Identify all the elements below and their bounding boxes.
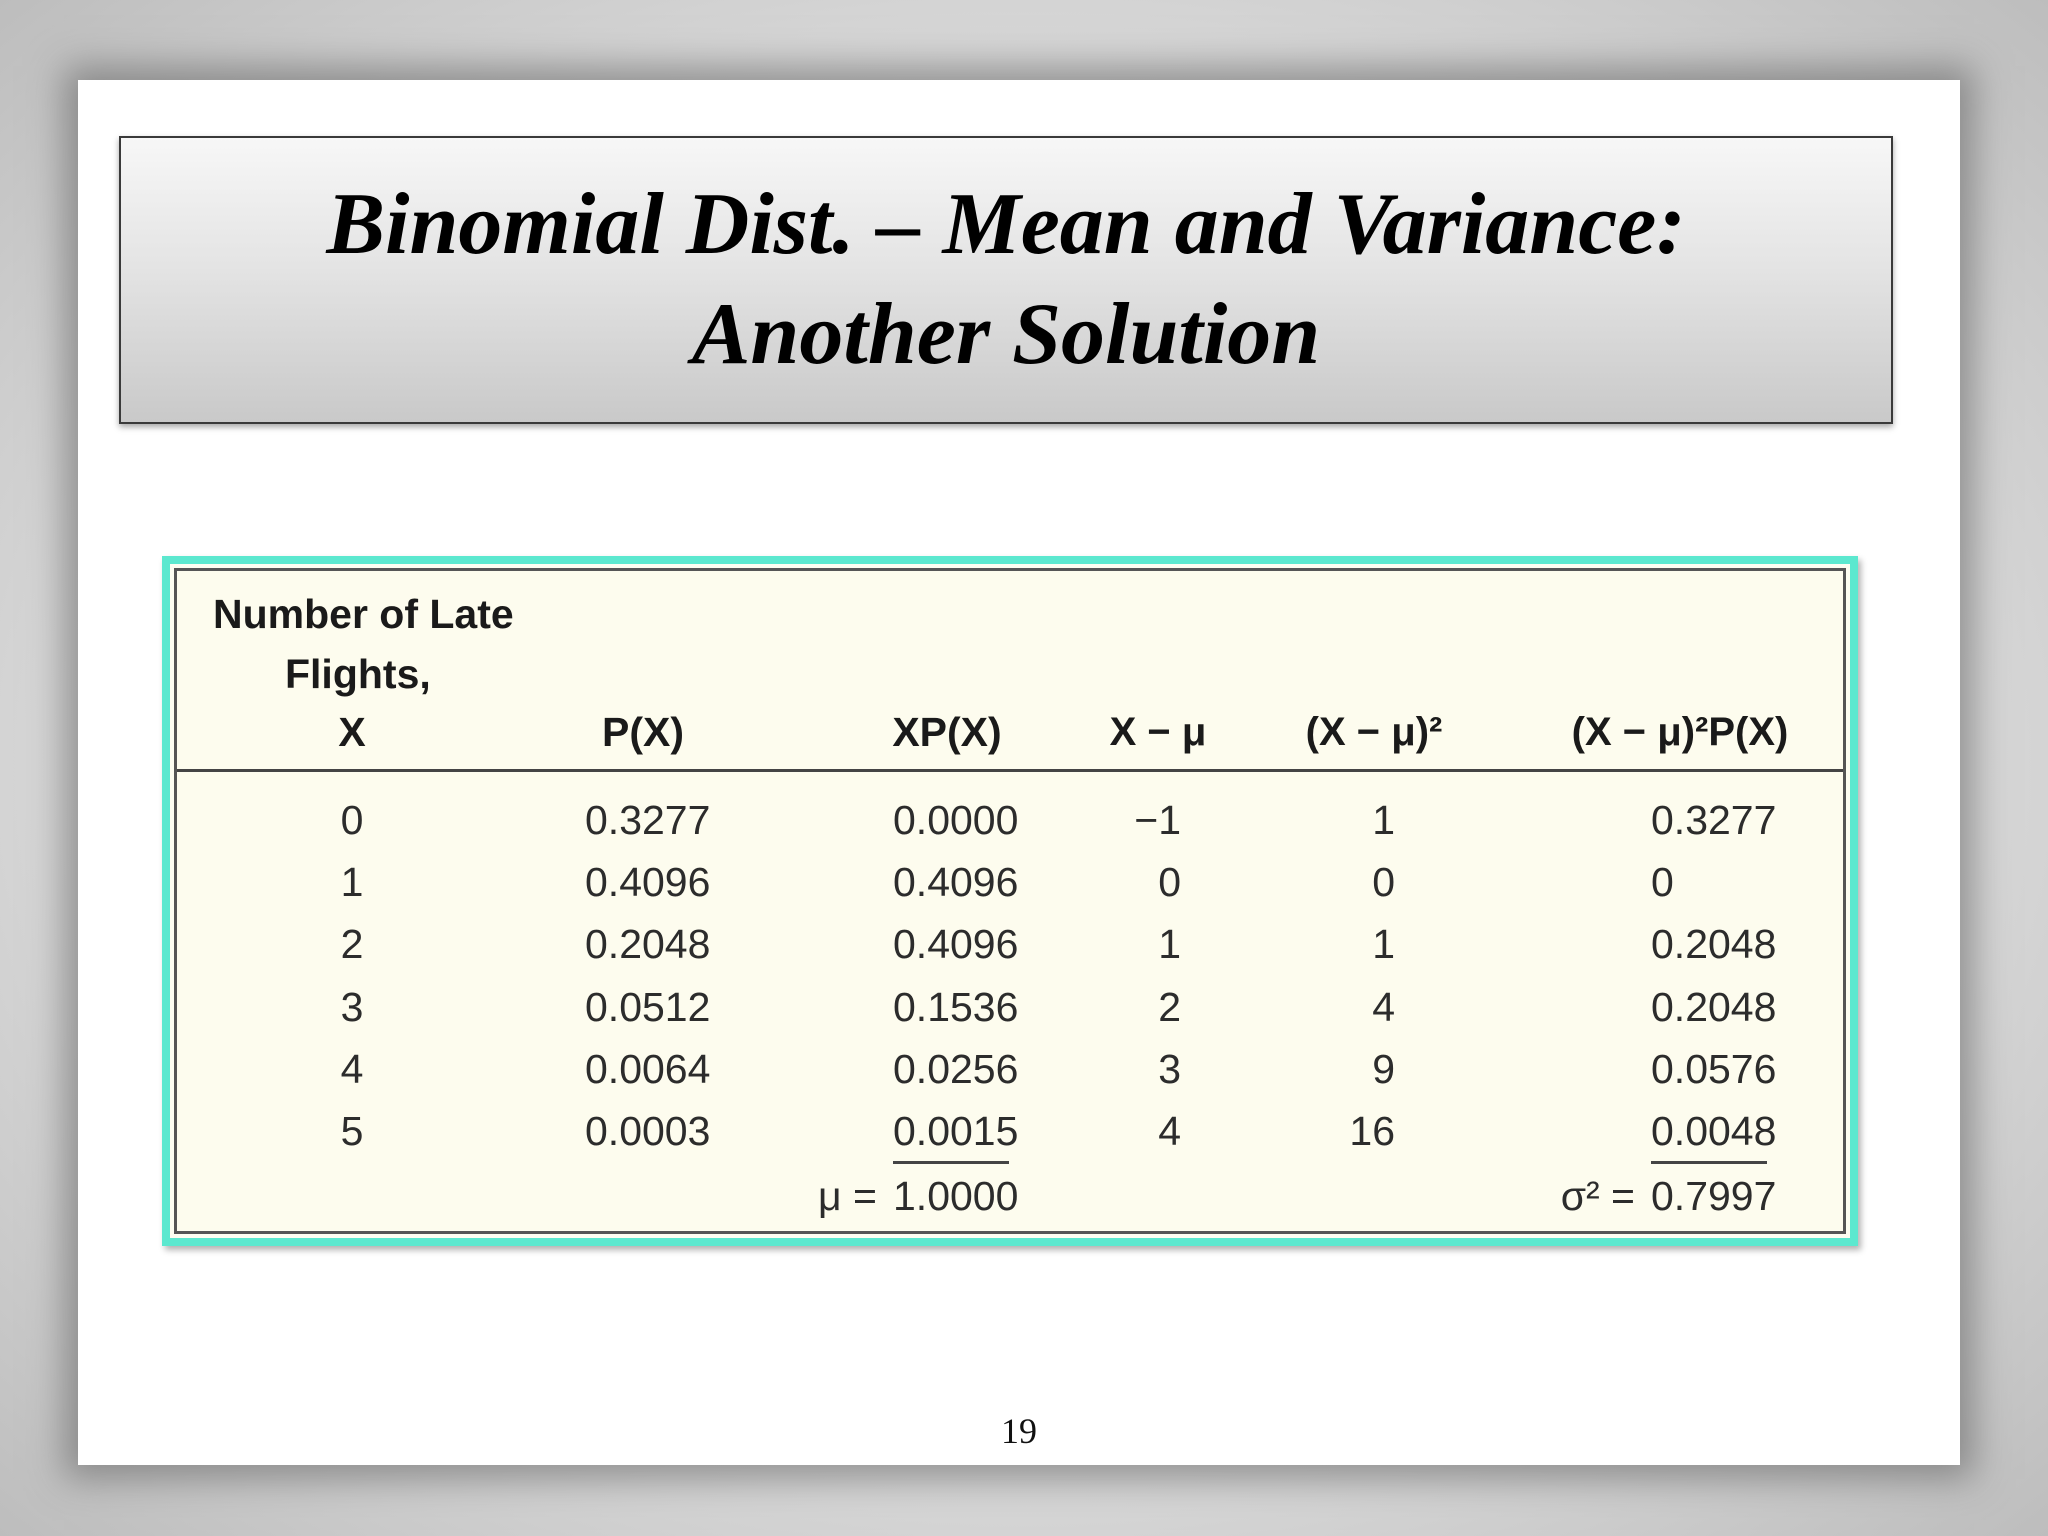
variance-value: 0.7997	[1651, 1173, 1777, 1219]
cell-weighted: 0	[1651, 859, 1674, 905]
page-number: 19	[1001, 1411, 1037, 1451]
header-flights: Flights,	[285, 651, 431, 697]
cell-x-minus-mu-squared: 16	[1349, 1108, 1395, 1154]
title-line-1: Binomial Dist. – Mean and Variance:	[326, 176, 1686, 273]
cell-x-minus-mu: −1	[1134, 797, 1181, 843]
cell-xpx: 0.0015	[893, 1108, 1019, 1154]
mean-sum-rule	[893, 1161, 1009, 1164]
header-x-minus-mu-squared: (X − μ)²	[1305, 710, 1443, 754]
cell-x: 1	[340, 859, 364, 905]
cell-px: 0.4096	[585, 859, 711, 905]
header-px: P(X)	[602, 709, 684, 755]
cell-weighted: 0.3277	[1651, 797, 1777, 843]
cell-px: 0.2048	[585, 921, 711, 967]
header-number-of-late: Number of Late	[213, 591, 514, 637]
cell-xpx: 0.4096	[893, 859, 1019, 905]
header-x: X	[338, 709, 366, 755]
cell-x-minus-mu-squared: 1	[1372, 797, 1395, 843]
cell-x-minus-mu: 1	[1158, 921, 1181, 967]
cell-px: 0.3277	[585, 797, 711, 843]
cell-x: 4	[340, 1046, 364, 1092]
cell-xpx: 0.1536	[893, 984, 1019, 1030]
variance-sum-rule	[1651, 1161, 1767, 1164]
cell-x-minus-mu-squared: 0	[1372, 859, 1395, 905]
cell-weighted: 0.2048	[1651, 921, 1777, 967]
header-weighted-squared-deviation: (X − μ)²P(X)	[1571, 710, 1789, 754]
mean-value: 1.0000	[893, 1173, 1019, 1219]
cell-px: 0.0064	[585, 1046, 711, 1092]
cell-px: 0.0512	[585, 984, 711, 1030]
cell-x-minus-mu: 2	[1158, 984, 1181, 1030]
distribution-table	[162, 556, 1858, 1246]
slide	[78, 80, 1960, 1465]
title-line-2: Another Solution	[691, 286, 1321, 383]
cell-x-minus-mu-squared: 4	[1372, 984, 1395, 1030]
header-x-minus-mu: X − μ	[1109, 710, 1207, 754]
cell-x: 5	[340, 1108, 364, 1154]
variance-label: σ² =	[1560, 1173, 1635, 1219]
cell-x-minus-mu-squared: 1	[1372, 921, 1395, 967]
header-xpx: XP(X)	[892, 709, 1002, 755]
cell-weighted: 0.0048	[1651, 1108, 1777, 1154]
cell-x: 0	[340, 797, 364, 843]
distribution-table-body	[174, 568, 1846, 1234]
mean-label: μ =	[818, 1173, 877, 1219]
cell-x-minus-mu: 0	[1158, 859, 1181, 905]
cell-x-minus-mu-squared: 9	[1372, 1046, 1395, 1092]
cell-xpx: 0.0000	[893, 797, 1019, 843]
cell-x: 2	[340, 921, 364, 967]
cell-x-minus-mu: 4	[1158, 1108, 1181, 1154]
cell-x-minus-mu: 3	[1158, 1046, 1181, 1092]
cell-x: 3	[340, 984, 364, 1030]
cell-px: 0.0003	[585, 1108, 711, 1154]
cell-xpx: 0.0256	[893, 1046, 1019, 1092]
cell-xpx: 0.4096	[893, 921, 1019, 967]
cell-weighted: 0.0576	[1651, 1046, 1777, 1092]
cell-weighted: 0.2048	[1651, 984, 1777, 1030]
header-divider	[177, 769, 1843, 772]
title-banner	[119, 136, 1893, 424]
